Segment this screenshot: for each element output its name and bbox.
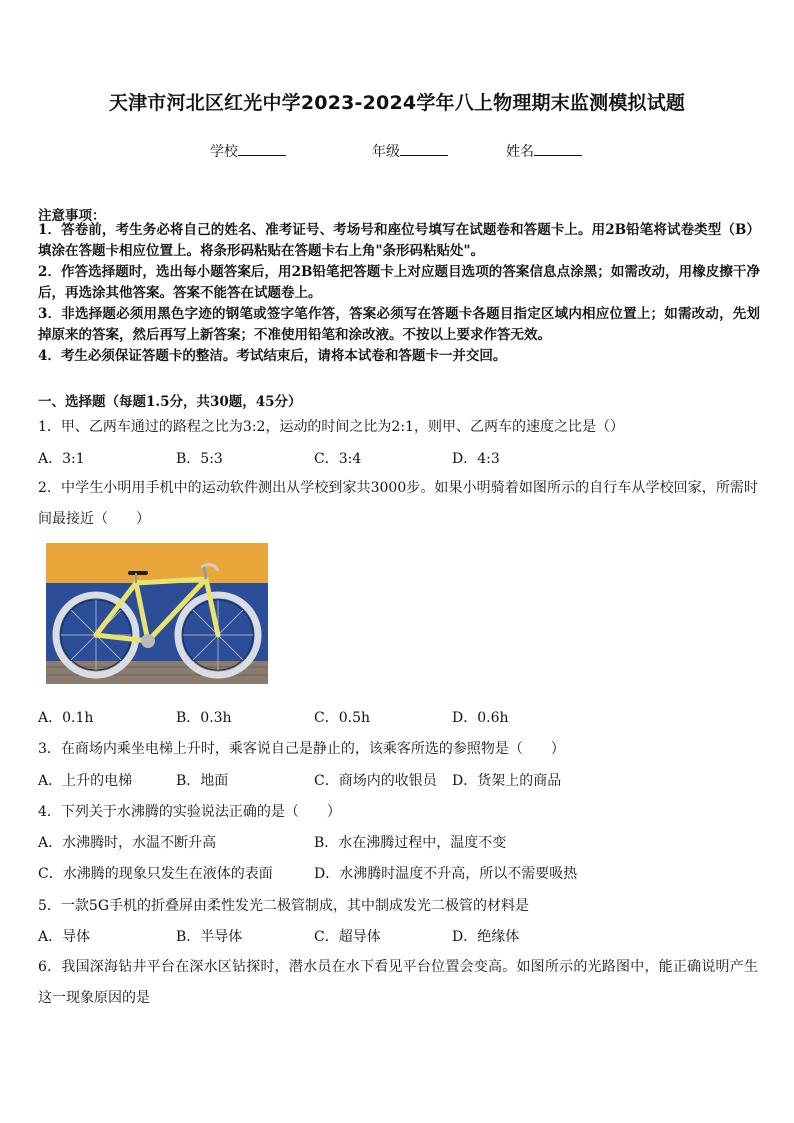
option-d[interactable]: D．4:3 <box>452 451 500 467</box>
option-c[interactable]: C．商场内的收银员 <box>314 773 437 789</box>
question-stem: 3．在商场内乘坐电梯上升时，乘客说自己是静止的，该乘客所选的参照物是（ ） <box>38 741 565 757</box>
option-c[interactable]: C．0.5h <box>314 710 370 726</box>
bicycle-image <box>46 543 268 684</box>
question-stem: 5．一款5G手机的折叠屏由柔性发光二极管制成，其中制成发光二极管的材料是 <box>38 898 529 914</box>
name-blank[interactable] <box>534 141 582 156</box>
option-d[interactable]: D．水沸腾时温度不升高，所以不需要吸热 <box>314 866 578 882</box>
page-title: 天津市河北区红光中学2023-2024学年八上物理期末监测模拟试题 <box>108 92 686 114</box>
question-stem: 4．下列关于水沸腾的实验说法正确的是（ ） <box>38 804 341 820</box>
option-a[interactable]: A．0.1h <box>38 710 94 726</box>
option-c[interactable]: C．3:4 <box>314 451 362 467</box>
option-b[interactable]: B．水在沸腾过程中，温度不变 <box>314 835 507 851</box>
question-stem: 2．中学生小明用手机中的运动软件测出从学校到家共3000步。如果小明骑着如图所示的自行车从学校回家，所需时间最接近（ ） <box>38 480 758 527</box>
name-label: 姓名 <box>506 144 534 160</box>
question-stem: 6．我国深海钻井平台在深水区钻探时，潜水员在水下看见平台位置会变高。如图所示的光路图中，能正确说明产生这一现象原因的是 <box>38 959 758 1006</box>
school-blank[interactable] <box>238 141 286 156</box>
option-d[interactable]: D．绝缘体 <box>452 929 520 945</box>
option-b[interactable]: B．地面 <box>176 773 229 789</box>
question-stem: 1．甲、乙两车通过的路程之比为3:2，运动的时间之比为2:1，则甲、乙两车的速度之比是（） <box>38 419 624 435</box>
notice-item: 1．答卷前，考生务必将自己的姓名、准考证号、考场号和座位号填写在试题卷和答题卡上。用2B铅笔将试卷类型（B）填涂在答题卡相应位置上。将条形码粘贴在答题卡右上角"条形码粘贴处"。 <box>38 222 760 259</box>
option-d[interactable]: D．0.6h <box>452 710 509 726</box>
bicycle-icon <box>46 543 268 684</box>
grade-field <box>372 141 448 161</box>
option-b[interactable]: B．0.3h <box>176 710 232 726</box>
grade-label: 年级 <box>372 144 400 160</box>
notice-heading: 注意事项： <box>38 208 106 224</box>
option-c[interactable]: C．超导体 <box>314 929 381 945</box>
notice-item: 4．考生必须保证答题卡的整洁。考试结束后，请将本试卷和答题卡一并交回。 <box>38 348 507 364</box>
notice-item: 3．非选择题必须用黑色字迹的钢笔或签字笔作答，答案必须写在答题卡各题目指定区域内相应位置上；如需改动，先划掉原来的答案，然后再写上新答案；不准使用铅笔和涂改液。不按以上要求作答无效。 <box>38 306 760 343</box>
school-field <box>210 141 286 161</box>
name-field <box>506 141 582 161</box>
option-c[interactable]: C．水沸腾的现象只发生在液体的表面 <box>38 866 273 882</box>
option-a[interactable]: A．上升的电梯 <box>38 773 133 789</box>
grade-blank[interactable] <box>400 141 448 156</box>
notice-item: 2．作答选择题时，选出每小题答案后，用2B铅笔把答题卡上对应题目选项的答案信息点涂黑；如需改动，用橡皮擦干净后，再选涂其他答案。答案不能答在试题卷上。 <box>38 264 760 301</box>
school-label: 学校 <box>210 144 238 160</box>
section-heading: 一、选择题（每题1.5分，共30题，45分） <box>38 394 302 410</box>
option-a[interactable]: A．导体 <box>38 929 91 945</box>
option-a[interactable]: A．3:1 <box>38 451 85 467</box>
option-d[interactable]: D．货架上的商品 <box>452 773 562 789</box>
option-b[interactable]: B．半导体 <box>176 929 243 945</box>
option-b[interactable]: B．5:3 <box>176 451 223 467</box>
option-a[interactable]: A．水沸腾时，水温不断升高 <box>38 835 217 851</box>
